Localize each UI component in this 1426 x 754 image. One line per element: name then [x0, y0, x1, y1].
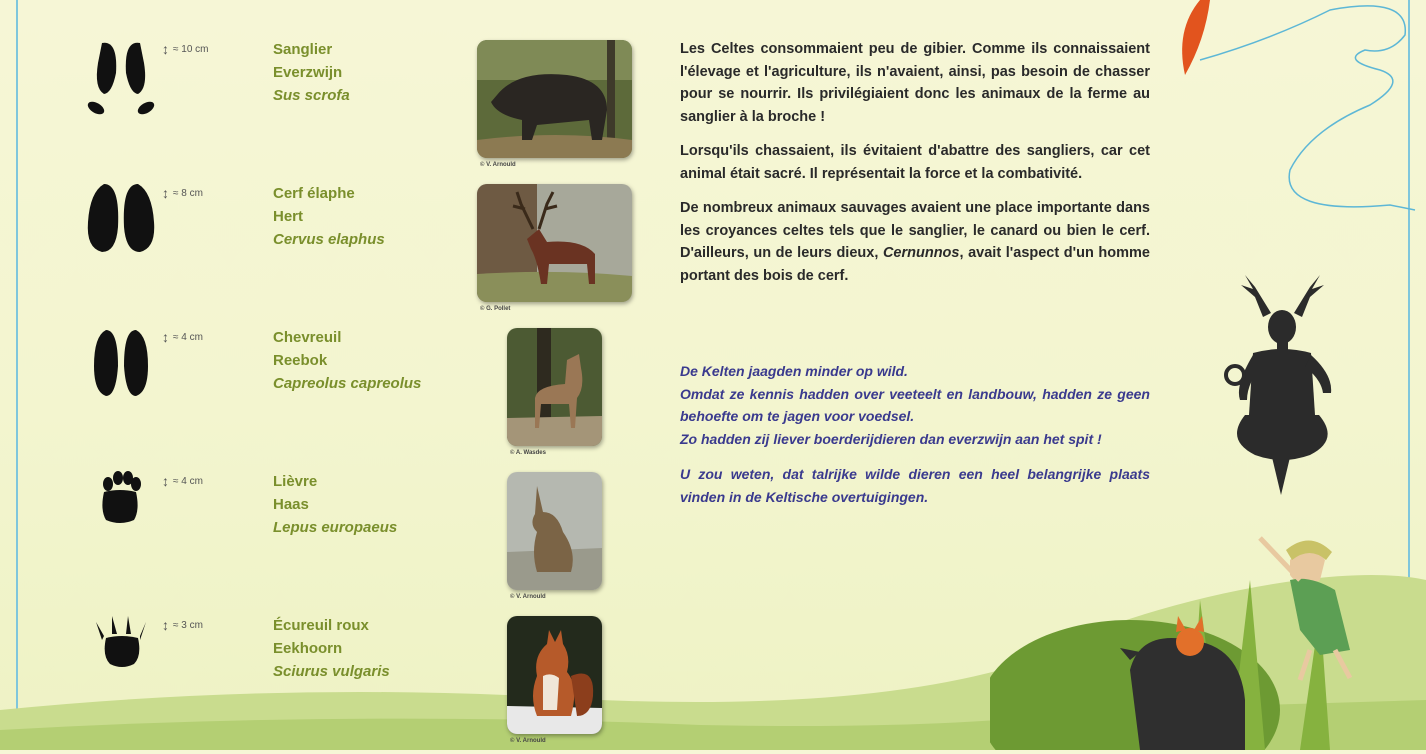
track-size: ↕ ≈ 10 cm — [162, 41, 209, 57]
wild-boar-photo — [477, 40, 632, 158]
animal-names — [273, 326, 421, 395]
decorative-line — [1180, 0, 1420, 240]
animal-row-hare — [0, 470, 660, 610]
name-nl: Hert — [273, 208, 304, 225]
track-size: ↕ ≈ 3 cm — [162, 617, 203, 633]
animal-row-boar — [0, 38, 660, 178]
cernunnos-silhouette-icon — [1215, 275, 1350, 500]
hare-pawprint-icon — [82, 470, 162, 560]
red-deer-photo — [477, 184, 632, 302]
deer-hoofprint-icon — [82, 182, 162, 272]
track-size: ↕ ≈ 4 cm — [162, 473, 203, 489]
boy-and-boar-illustration — [990, 520, 1410, 750]
photo-credit: © V. Arnould — [510, 738, 546, 744]
hare-photo — [507, 472, 602, 590]
name-fr: Lièvre — [273, 473, 318, 490]
animal-names — [273, 182, 385, 251]
animal-row-roe-deer — [0, 326, 660, 466]
squirrel-photo — [507, 616, 602, 734]
roe-hoofprint-icon — [82, 326, 162, 416]
name-fr: Chevreuil — [273, 329, 342, 346]
name-nl: Everzwijn — [273, 64, 343, 81]
photo-credit: © V. Arnould — [510, 594, 546, 600]
photo-credit: © V. Arnould — [480, 162, 516, 168]
fr-paragraph: Lorsqu'ils chassaient, ils évitaient d'abattre des sangliers, car cet animal était sacré. Il représentait la force et la combativité. — [680, 143, 1150, 182]
fr-paragraph: De nombreux animaux sauvages avaient une place importante dans les croyances celtes tels que le sanglier, le canard ou bien le cerf. D'ailleurs, un de leurs dieux, Cernunnos, avait l'aspect d'un homme portant des bois de cerf. — [680, 200, 1150, 284]
name-latin: Sus scrofa — [273, 87, 350, 104]
name-fr: Écureuil roux — [273, 617, 369, 634]
name-latin: Capreolus capreolus — [273, 375, 422, 392]
track-size: ↕ ≈ 8 cm — [162, 185, 203, 201]
name-latin: Lepus europaeus — [273, 519, 398, 536]
track-size: ↕ ≈ 4 cm — [162, 329, 203, 345]
name-fr: Sanglier — [273, 41, 333, 58]
animal-names — [273, 614, 390, 683]
name-latin: Cervus elaphus — [273, 231, 385, 248]
roe-deer-photo — [507, 328, 602, 446]
dutch-text — [680, 360, 1150, 521]
name-nl: Reebok — [273, 352, 328, 369]
photo-credit: © A. Wasdes — [510, 450, 546, 456]
fr-paragraph: Les Celtes consommaient peu de gibier. Comme ils connaissaient l'élevage et l'agriculture, ils n'avaient, ainsi, pas besoin de chasser pour se nourrir. Ils privilégiaient donc les animaux de la ferme au sanglier à la broche ! — [680, 41, 1150, 125]
animal-names — [273, 470, 397, 539]
name-nl: Haas — [273, 496, 309, 513]
french-text — [680, 38, 1150, 299]
name-nl: Eekhoorn — [273, 640, 343, 657]
animal-row-squirrel — [0, 614, 660, 754]
name-latin: Sciurus vulgaris — [273, 663, 390, 680]
squirrel-pawprint-icon — [82, 614, 162, 704]
animal-names — [273, 38, 350, 107]
photo-credit: © G. Pollet — [480, 306, 511, 312]
nl-paragraph: U zou weten, dat talrijke wilde dieren een heel belangrijke plaats vinden in de Keltische overtuigingen. — [680, 466, 1150, 505]
nl-paragraph: De Kelten jaagden minder op wild. Omdat ze kennis hadden over veeteelt en landbouw, hadden ze geen behoefte om te jagen voor voedsel. Zo hadden zij liever boerderijdieren dan everzwijn aan het spit ! — [680, 363, 1150, 447]
boar-hoofprint-icon — [82, 38, 162, 128]
animal-row-red-deer — [0, 182, 660, 322]
name-fr: Cerf élaphe — [273, 185, 355, 202]
